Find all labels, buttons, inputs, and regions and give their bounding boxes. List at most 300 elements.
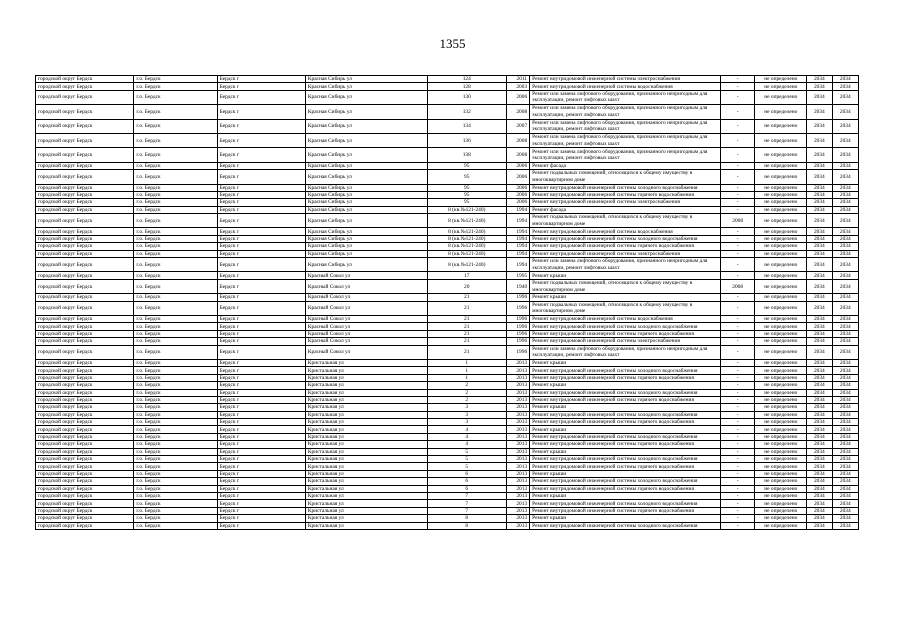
cell-work: Ремонт внутридомовой инженерной системы электроснабжения bbox=[530, 76, 721, 83]
cell-plan-start: 2034 bbox=[807, 258, 832, 272]
cell-plan-from: не определено bbox=[755, 359, 807, 366]
cell-work: Ремонт или замена лифтового оборудования, признанного непригодным для эксплуатации, ремонт лифтовых шахт bbox=[530, 90, 721, 104]
cell-plan-start: 2034 bbox=[807, 301, 832, 315]
cell-last-year: - bbox=[720, 162, 755, 169]
cell-house: 3 bbox=[427, 419, 506, 426]
cell-settlement: Бердск г bbox=[217, 315, 305, 322]
table-row bbox=[36, 199, 859, 206]
cell-year: 2006 bbox=[506, 90, 529, 104]
cell-settlement-type: г.о. Бердск bbox=[134, 456, 217, 463]
cell-last-year: - bbox=[720, 411, 755, 418]
cell-settlement-type: г.о. Бердск bbox=[134, 338, 217, 345]
cell-last-year: - bbox=[720, 359, 755, 366]
cell-plan-from: не определено bbox=[755, 315, 807, 322]
table-row bbox=[36, 191, 859, 198]
cell-settlement: Бердск г bbox=[217, 191, 305, 198]
cell-street: Красная Сибирь ул bbox=[305, 119, 427, 133]
cell-plan-end: 2034 bbox=[832, 119, 858, 133]
cell-plan-from: не определено bbox=[755, 250, 807, 257]
cell-plan-from: не определено bbox=[755, 367, 807, 374]
cell-settlement: Бердск г bbox=[217, 330, 305, 337]
cell-plan-start: 2034 bbox=[807, 433, 832, 440]
cell-work: Ремонт внутридомовой инженерной системы электроснабжения bbox=[530, 338, 721, 345]
cell-settlement: Бердск г bbox=[217, 515, 305, 522]
cell-settlement: Бердск г bbox=[217, 235, 305, 242]
cell-settlement: Бердск г bbox=[217, 83, 305, 90]
cell-plan-end: 2034 bbox=[832, 162, 858, 169]
cell-settlement-type: г.о. Бердск bbox=[134, 83, 217, 90]
cell-settlement-type: г.о. Бердск bbox=[134, 426, 217, 433]
cell-house: 95 bbox=[427, 162, 506, 169]
cell-year: 2006 bbox=[506, 162, 529, 169]
cell-plan-start: 2034 bbox=[807, 272, 832, 279]
cell-house: 4 bbox=[427, 441, 506, 448]
cell-plan-end: 2034 bbox=[832, 478, 858, 485]
table-row bbox=[36, 404, 859, 411]
cell-municipality: городской округ Бердск bbox=[36, 441, 134, 448]
cell-plan-end: 2034 bbox=[832, 522, 858, 529]
cell-settlement-type: г.о. Бердск bbox=[134, 470, 217, 477]
cell-year: 2013 bbox=[506, 492, 529, 499]
table-row bbox=[36, 492, 859, 499]
cell-work: Ремонт внутридомовой инженерной системы холодного водоснабжения bbox=[530, 323, 721, 330]
cell-plan-start: 2034 bbox=[807, 359, 832, 366]
cell-work: Ремонт внутридомовой инженерной системы холодного водоснабжения bbox=[530, 184, 721, 191]
cell-house: 130 bbox=[427, 90, 506, 104]
cell-house: 7 bbox=[427, 492, 506, 499]
table-row bbox=[36, 133, 859, 147]
cell-work: Ремонт или замена лифтового оборудования, признанного непригодным для эксплуатации, ремонт лифтовых шахт bbox=[530, 148, 721, 162]
cell-municipality: городской округ Бердск bbox=[36, 133, 134, 147]
cell-year: 1994 bbox=[506, 250, 529, 257]
cell-house: 2 bbox=[427, 389, 506, 396]
cell-plan-end: 2034 bbox=[832, 515, 858, 522]
cell-year: 1940 bbox=[506, 279, 529, 293]
cell-year: 2013 bbox=[506, 485, 529, 492]
cell-plan-end: 2034 bbox=[832, 396, 858, 403]
cell-street: Кристальная ул bbox=[305, 419, 427, 426]
cell-street: Красная Сибирь ул bbox=[305, 214, 427, 228]
cell-municipality: городской округ Бердск bbox=[36, 119, 134, 133]
cell-municipality: городской округ Бердск bbox=[36, 243, 134, 250]
cell-plan-end: 2034 bbox=[832, 470, 858, 477]
cell-last-year: - bbox=[720, 456, 755, 463]
cell-settlement-type: г.о. Бердск bbox=[134, 206, 217, 213]
cell-street: Красный Сокол ул bbox=[305, 294, 427, 301]
cell-house: 4 bbox=[427, 433, 506, 440]
cell-year: 2008 bbox=[506, 105, 529, 119]
cell-house: 21 bbox=[427, 338, 506, 345]
cell-street: Кристальная ул bbox=[305, 507, 427, 514]
cell-street: Кристальная ул bbox=[305, 359, 427, 366]
cell-last-year: - bbox=[720, 272, 755, 279]
cell-settlement-type: г.о. Бердск bbox=[134, 170, 217, 184]
table-row bbox=[36, 243, 859, 250]
cell-plan-end: 2034 bbox=[832, 456, 858, 463]
cell-plan-start: 2034 bbox=[807, 170, 832, 184]
cell-plan-from: не определено bbox=[755, 199, 807, 206]
cell-house: 95 bbox=[427, 170, 506, 184]
cell-house: 7 bbox=[427, 507, 506, 514]
table-row bbox=[36, 162, 859, 169]
cell-street: Кристальная ул bbox=[305, 382, 427, 389]
cell-plan-end: 2034 bbox=[832, 441, 858, 448]
cell-plan-start: 2034 bbox=[807, 456, 832, 463]
cell-work: Ремонт внутридомовой инженерной системы холодного водоснабжения bbox=[530, 456, 721, 463]
cell-house: 1 bbox=[427, 367, 506, 374]
cell-street: Красный Сокол ул bbox=[305, 330, 427, 337]
cell-plan-from: не определено bbox=[755, 184, 807, 191]
cell-municipality: городской округ Бердск bbox=[36, 170, 134, 184]
cell-work: Ремонт внутридомовой инженерной системы холодного водоснабжения bbox=[530, 367, 721, 374]
cell-last-year: - bbox=[720, 235, 755, 242]
cell-plan-end: 2034 bbox=[832, 235, 858, 242]
cell-plan-from: не определено bbox=[755, 148, 807, 162]
cell-plan-start: 2034 bbox=[807, 426, 832, 433]
table-row bbox=[36, 235, 859, 242]
cell-year: 2013 bbox=[506, 478, 529, 485]
cell-last-year: - bbox=[720, 294, 755, 301]
cell-plan-end: 2034 bbox=[832, 500, 858, 507]
cell-year: 1996 bbox=[506, 330, 529, 337]
cell-year: 2013 bbox=[506, 433, 529, 440]
cell-plan-end: 2034 bbox=[832, 83, 858, 90]
cell-settlement-type: г.о. Бердск bbox=[134, 133, 217, 147]
cell-plan-end: 2034 bbox=[832, 426, 858, 433]
cell-last-year: - bbox=[720, 90, 755, 104]
cell-street: Кристальная ул bbox=[305, 500, 427, 507]
cell-settlement: Бердск г bbox=[217, 243, 305, 250]
cell-last-year: - bbox=[720, 243, 755, 250]
table-row bbox=[36, 382, 859, 389]
cell-work: Ремонт или замена лифтового оборудования, признанного непригодным для эксплуатации, ремонт лифтовых шахт bbox=[530, 105, 721, 119]
cell-year: 2013 bbox=[506, 463, 529, 470]
cell-work: Ремонт крыши bbox=[530, 294, 721, 301]
cell-last-year: - bbox=[720, 83, 755, 90]
cell-house: 1 bbox=[427, 374, 506, 381]
cell-last-year: - bbox=[720, 250, 755, 257]
cell-last-year: - bbox=[720, 382, 755, 389]
cell-plan-start: 2034 bbox=[807, 279, 832, 293]
cell-year: 1994 bbox=[506, 206, 529, 213]
cell-year: 2013 bbox=[506, 507, 529, 514]
cell-street: Красная Сибирь ул bbox=[305, 206, 427, 213]
cell-plan-from: не определено bbox=[755, 441, 807, 448]
cell-last-year: - bbox=[720, 170, 755, 184]
cell-street: Красный Сокол ул bbox=[305, 301, 427, 315]
cell-municipality: городской округ Бердск bbox=[36, 338, 134, 345]
cell-municipality: городской округ Бердск bbox=[36, 90, 134, 104]
cell-plan-end: 2034 bbox=[832, 243, 858, 250]
cell-plan-from: не определено bbox=[755, 294, 807, 301]
cell-work: Ремонт крыши bbox=[530, 448, 721, 455]
cell-settlement: Бердск г bbox=[217, 448, 305, 455]
cell-settlement-type: г.о. Бердск bbox=[134, 507, 217, 514]
cell-plan-from: не определено bbox=[755, 389, 807, 396]
cell-municipality: городской округ Бердск bbox=[36, 279, 134, 293]
table-row bbox=[36, 90, 859, 104]
cell-street: Кристальная ул bbox=[305, 485, 427, 492]
cell-municipality: городской округ Бердск bbox=[36, 374, 134, 381]
cell-municipality: городской округ Бердск bbox=[36, 330, 134, 337]
cell-plan-start: 2034 bbox=[807, 382, 832, 389]
cell-last-year: - bbox=[720, 133, 755, 147]
cell-plan-start: 2034 bbox=[807, 76, 832, 83]
cell-municipality: городской округ Бердск bbox=[36, 448, 134, 455]
cell-year: 1994 bbox=[506, 214, 529, 228]
cell-plan-end: 2034 bbox=[832, 463, 858, 470]
cell-settlement: Бердск г bbox=[217, 206, 305, 213]
cell-house: 6 bbox=[427, 485, 506, 492]
cell-plan-start: 2034 bbox=[807, 119, 832, 133]
cell-house: 5 bbox=[427, 448, 506, 455]
table-row bbox=[36, 441, 859, 448]
cell-municipality: городской округ Бердск bbox=[36, 105, 134, 119]
cell-work: Ремонт крыши bbox=[530, 382, 721, 389]
cell-year: 2013 bbox=[506, 456, 529, 463]
cell-plan-from: не определено bbox=[755, 214, 807, 228]
cell-last-year: - bbox=[720, 389, 755, 396]
cell-settlement-type: г.о. Бердск bbox=[134, 389, 217, 396]
cell-municipality: городской округ Бердск bbox=[36, 485, 134, 492]
cell-last-year: - bbox=[720, 470, 755, 477]
cell-plan-from: не определено bbox=[755, 507, 807, 514]
table-row bbox=[36, 105, 859, 119]
cell-settlement-type: г.о. Бердск bbox=[134, 404, 217, 411]
cell-work: Ремонт крыши bbox=[530, 359, 721, 366]
cell-plan-end: 2034 bbox=[832, 374, 858, 381]
cell-municipality: городской округ Бердск bbox=[36, 272, 134, 279]
cell-settlement: Бердск г bbox=[217, 456, 305, 463]
cell-work: Ремонт фасада bbox=[530, 206, 721, 213]
cell-plan-start: 2034 bbox=[807, 206, 832, 213]
cell-last-year: 2008 bbox=[720, 214, 755, 228]
cell-year: 2006 bbox=[506, 170, 529, 184]
cell-plan-end: 2034 bbox=[832, 507, 858, 514]
cell-plan-from: не определено bbox=[755, 374, 807, 381]
cell-plan-end: 2034 bbox=[832, 448, 858, 455]
cell-plan-start: 2034 bbox=[807, 411, 832, 418]
cell-municipality: городской округ Бердск bbox=[36, 478, 134, 485]
cell-house: 5 bbox=[427, 463, 506, 470]
cell-municipality: городской округ Бердск bbox=[36, 507, 134, 514]
cell-house: 6 bbox=[427, 470, 506, 477]
cell-work: Ремонт внутридомовой инженерной системы холодного водоснабжения bbox=[530, 235, 721, 242]
cell-plan-from: не определено bbox=[755, 382, 807, 389]
table-row bbox=[36, 148, 859, 162]
cell-settlement: Бердск г bbox=[217, 492, 305, 499]
cell-plan-end: 2034 bbox=[832, 301, 858, 315]
cell-settlement-type: г.о. Бердск bbox=[134, 105, 217, 119]
cell-settlement: Бердск г bbox=[217, 411, 305, 418]
cell-year: 2007 bbox=[506, 119, 529, 133]
cell-last-year: - bbox=[720, 463, 755, 470]
cell-year: 1995 bbox=[506, 272, 529, 279]
cell-street: Красный Сокол ул bbox=[305, 279, 427, 293]
cell-plan-end: 2034 bbox=[832, 228, 858, 235]
cell-settlement-type: г.о. Бердск bbox=[134, 199, 217, 206]
cell-year: 2008 bbox=[506, 133, 529, 147]
cell-municipality: городской округ Бердск bbox=[36, 389, 134, 396]
cell-settlement: Бердск г bbox=[217, 76, 305, 83]
table-row bbox=[36, 184, 859, 191]
cell-last-year: - bbox=[720, 441, 755, 448]
cell-plan-end: 2034 bbox=[832, 170, 858, 184]
cell-plan-end: 2034 bbox=[832, 411, 858, 418]
cell-plan-end: 2034 bbox=[832, 191, 858, 198]
cell-house: 136 bbox=[427, 133, 506, 147]
cell-last-year: - bbox=[720, 522, 755, 529]
cell-plan-from: не определено bbox=[755, 433, 807, 440]
cell-year: 1996 bbox=[506, 338, 529, 345]
cell-year: 2013 bbox=[506, 396, 529, 403]
cell-street: Кристальная ул bbox=[305, 396, 427, 403]
cell-year: 1994 bbox=[506, 258, 529, 272]
cell-settlement: Бердск г bbox=[217, 441, 305, 448]
table-row bbox=[36, 258, 859, 272]
cell-last-year: - bbox=[720, 500, 755, 507]
cell-work: Ремонт подвальных помещений, относящихся к общему имуществу в многоквартирном доме bbox=[530, 279, 721, 293]
cell-municipality: городской округ Бердск bbox=[36, 315, 134, 322]
cell-plan-start: 2034 bbox=[807, 419, 832, 426]
cell-municipality: городской округ Бердск bbox=[36, 206, 134, 213]
cell-last-year: - bbox=[720, 433, 755, 440]
table-row bbox=[36, 396, 859, 403]
cell-work: Ремонт крыши bbox=[530, 426, 721, 433]
cell-municipality: городской округ Бердск bbox=[36, 470, 134, 477]
cell-work: Ремонт подвальных помещений, относящихся к общему имуществу в многоквартирном доме bbox=[530, 170, 721, 184]
cell-work: Ремонт внутридомовой инженерной системы водоснабжения bbox=[530, 315, 721, 322]
cell-work: Ремонт внутридомовой инженерной системы горячего водоснабжения bbox=[530, 396, 721, 403]
cell-plan-start: 2034 bbox=[807, 448, 832, 455]
cell-last-year: - bbox=[720, 507, 755, 514]
cell-last-year: - bbox=[720, 206, 755, 213]
cell-municipality: городской округ Бердск bbox=[36, 294, 134, 301]
table-row bbox=[36, 119, 859, 133]
cell-settlement-type: г.о. Бердск bbox=[134, 345, 217, 359]
cell-last-year: - bbox=[720, 338, 755, 345]
cell-year: 2013 bbox=[506, 522, 529, 529]
cell-last-year: 2008 bbox=[720, 279, 755, 293]
cell-plan-end: 2034 bbox=[832, 485, 858, 492]
table-row bbox=[36, 389, 859, 396]
capital-repair-table-sheet bbox=[35, 75, 859, 530]
cell-last-year: - bbox=[720, 330, 755, 337]
cell-municipality: городской округ Бердск bbox=[36, 515, 134, 522]
cell-plan-end: 2034 bbox=[832, 330, 858, 337]
cell-plan-from: не определено bbox=[755, 323, 807, 330]
cell-settlement: Бердск г bbox=[217, 119, 305, 133]
cell-settlement-type: г.о. Бердск bbox=[134, 522, 217, 529]
cell-settlement: Бердск г bbox=[217, 279, 305, 293]
cell-plan-from: не определено bbox=[755, 191, 807, 198]
table-row bbox=[36, 83, 859, 90]
cell-plan-start: 2034 bbox=[807, 389, 832, 396]
cell-work: Ремонт крыши bbox=[530, 272, 721, 279]
cell-plan-from: не определено bbox=[755, 338, 807, 345]
cell-plan-end: 2034 bbox=[832, 250, 858, 257]
table-row bbox=[36, 330, 859, 337]
cell-settlement-type: г.о. Бердск bbox=[134, 419, 217, 426]
cell-year: 2006 bbox=[506, 199, 529, 206]
cell-house: 132 bbox=[427, 105, 506, 119]
cell-house: 2 bbox=[427, 382, 506, 389]
cell-settlement-type: г.о. Бердск bbox=[134, 367, 217, 374]
cell-settlement-type: г.о. Бердск bbox=[134, 250, 217, 257]
cell-settlement-type: г.о. Бердск bbox=[134, 243, 217, 250]
cell-settlement: Бердск г bbox=[217, 478, 305, 485]
table-row bbox=[36, 419, 859, 426]
cell-street: Кристальная ул bbox=[305, 522, 427, 529]
cell-municipality: городской округ Бердск bbox=[36, 411, 134, 418]
cell-last-year: - bbox=[720, 374, 755, 381]
cell-last-year: - bbox=[720, 184, 755, 191]
cell-house: 20 bbox=[427, 279, 506, 293]
cell-street: Красный Сокол ул bbox=[305, 345, 427, 359]
cell-house: 8 (кв.№121-240) bbox=[427, 243, 506, 250]
cell-municipality: городской округ Бердск bbox=[36, 426, 134, 433]
cell-plan-end: 2034 bbox=[832, 199, 858, 206]
cell-municipality: городской округ Бердск bbox=[36, 359, 134, 366]
cell-municipality: городской округ Бердск bbox=[36, 162, 134, 169]
cell-street: Красная Сибирь ул bbox=[305, 105, 427, 119]
cell-last-year: - bbox=[720, 315, 755, 322]
cell-settlement: Бердск г bbox=[217, 507, 305, 514]
cell-house: 7 bbox=[427, 500, 506, 507]
cell-plan-from: не определено bbox=[755, 396, 807, 403]
cell-street: Кристальная ул bbox=[305, 404, 427, 411]
cell-plan-end: 2034 bbox=[832, 184, 858, 191]
cell-municipality: городской округ Бердск bbox=[36, 191, 134, 198]
cell-municipality: городской округ Бердск bbox=[36, 214, 134, 228]
cell-last-year: - bbox=[720, 323, 755, 330]
cell-settlement: Бердск г bbox=[217, 396, 305, 403]
cell-plan-end: 2034 bbox=[832, 258, 858, 272]
cell-settlement-type: г.о. Бердск bbox=[134, 90, 217, 104]
cell-settlement: Бердск г bbox=[217, 500, 305, 507]
cell-settlement-type: г.о. Бердск bbox=[134, 492, 217, 499]
cell-settlement: Бердск г bbox=[217, 272, 305, 279]
cell-plan-end: 2034 bbox=[832, 389, 858, 396]
cell-street: Красная Сибирь ул bbox=[305, 250, 427, 257]
cell-settlement: Бердск г bbox=[217, 148, 305, 162]
table-row bbox=[36, 515, 859, 522]
cell-house: 8 bbox=[427, 515, 506, 522]
cell-plan-end: 2034 bbox=[832, 148, 858, 162]
cell-plan-end: 2034 bbox=[832, 214, 858, 228]
cell-plan-end: 2034 bbox=[832, 76, 858, 83]
cell-house: 21 bbox=[427, 330, 506, 337]
cell-plan-from: не определено bbox=[755, 478, 807, 485]
cell-street: Красная Сибирь ул bbox=[305, 76, 427, 83]
cell-settlement-type: г.о. Бердск bbox=[134, 500, 217, 507]
table-body bbox=[36, 76, 859, 530]
cell-year: 2013 bbox=[506, 470, 529, 477]
cell-last-year: - bbox=[720, 119, 755, 133]
cell-municipality: городской округ Бердск bbox=[36, 323, 134, 330]
cell-street: Красная Сибирь ул bbox=[305, 170, 427, 184]
cell-plan-from: не определено bbox=[755, 206, 807, 213]
cell-plan-from: не определено bbox=[755, 411, 807, 418]
cell-work: Ремонт крыши bbox=[530, 470, 721, 477]
cell-municipality: городской округ Бердск bbox=[36, 83, 134, 90]
cell-house: 6 bbox=[427, 478, 506, 485]
table-row bbox=[36, 426, 859, 433]
cell-year: 2013 bbox=[506, 515, 529, 522]
cell-year: 1996 bbox=[506, 301, 529, 315]
cell-plan-end: 2034 bbox=[832, 294, 858, 301]
cell-settlement: Бердск г bbox=[217, 463, 305, 470]
